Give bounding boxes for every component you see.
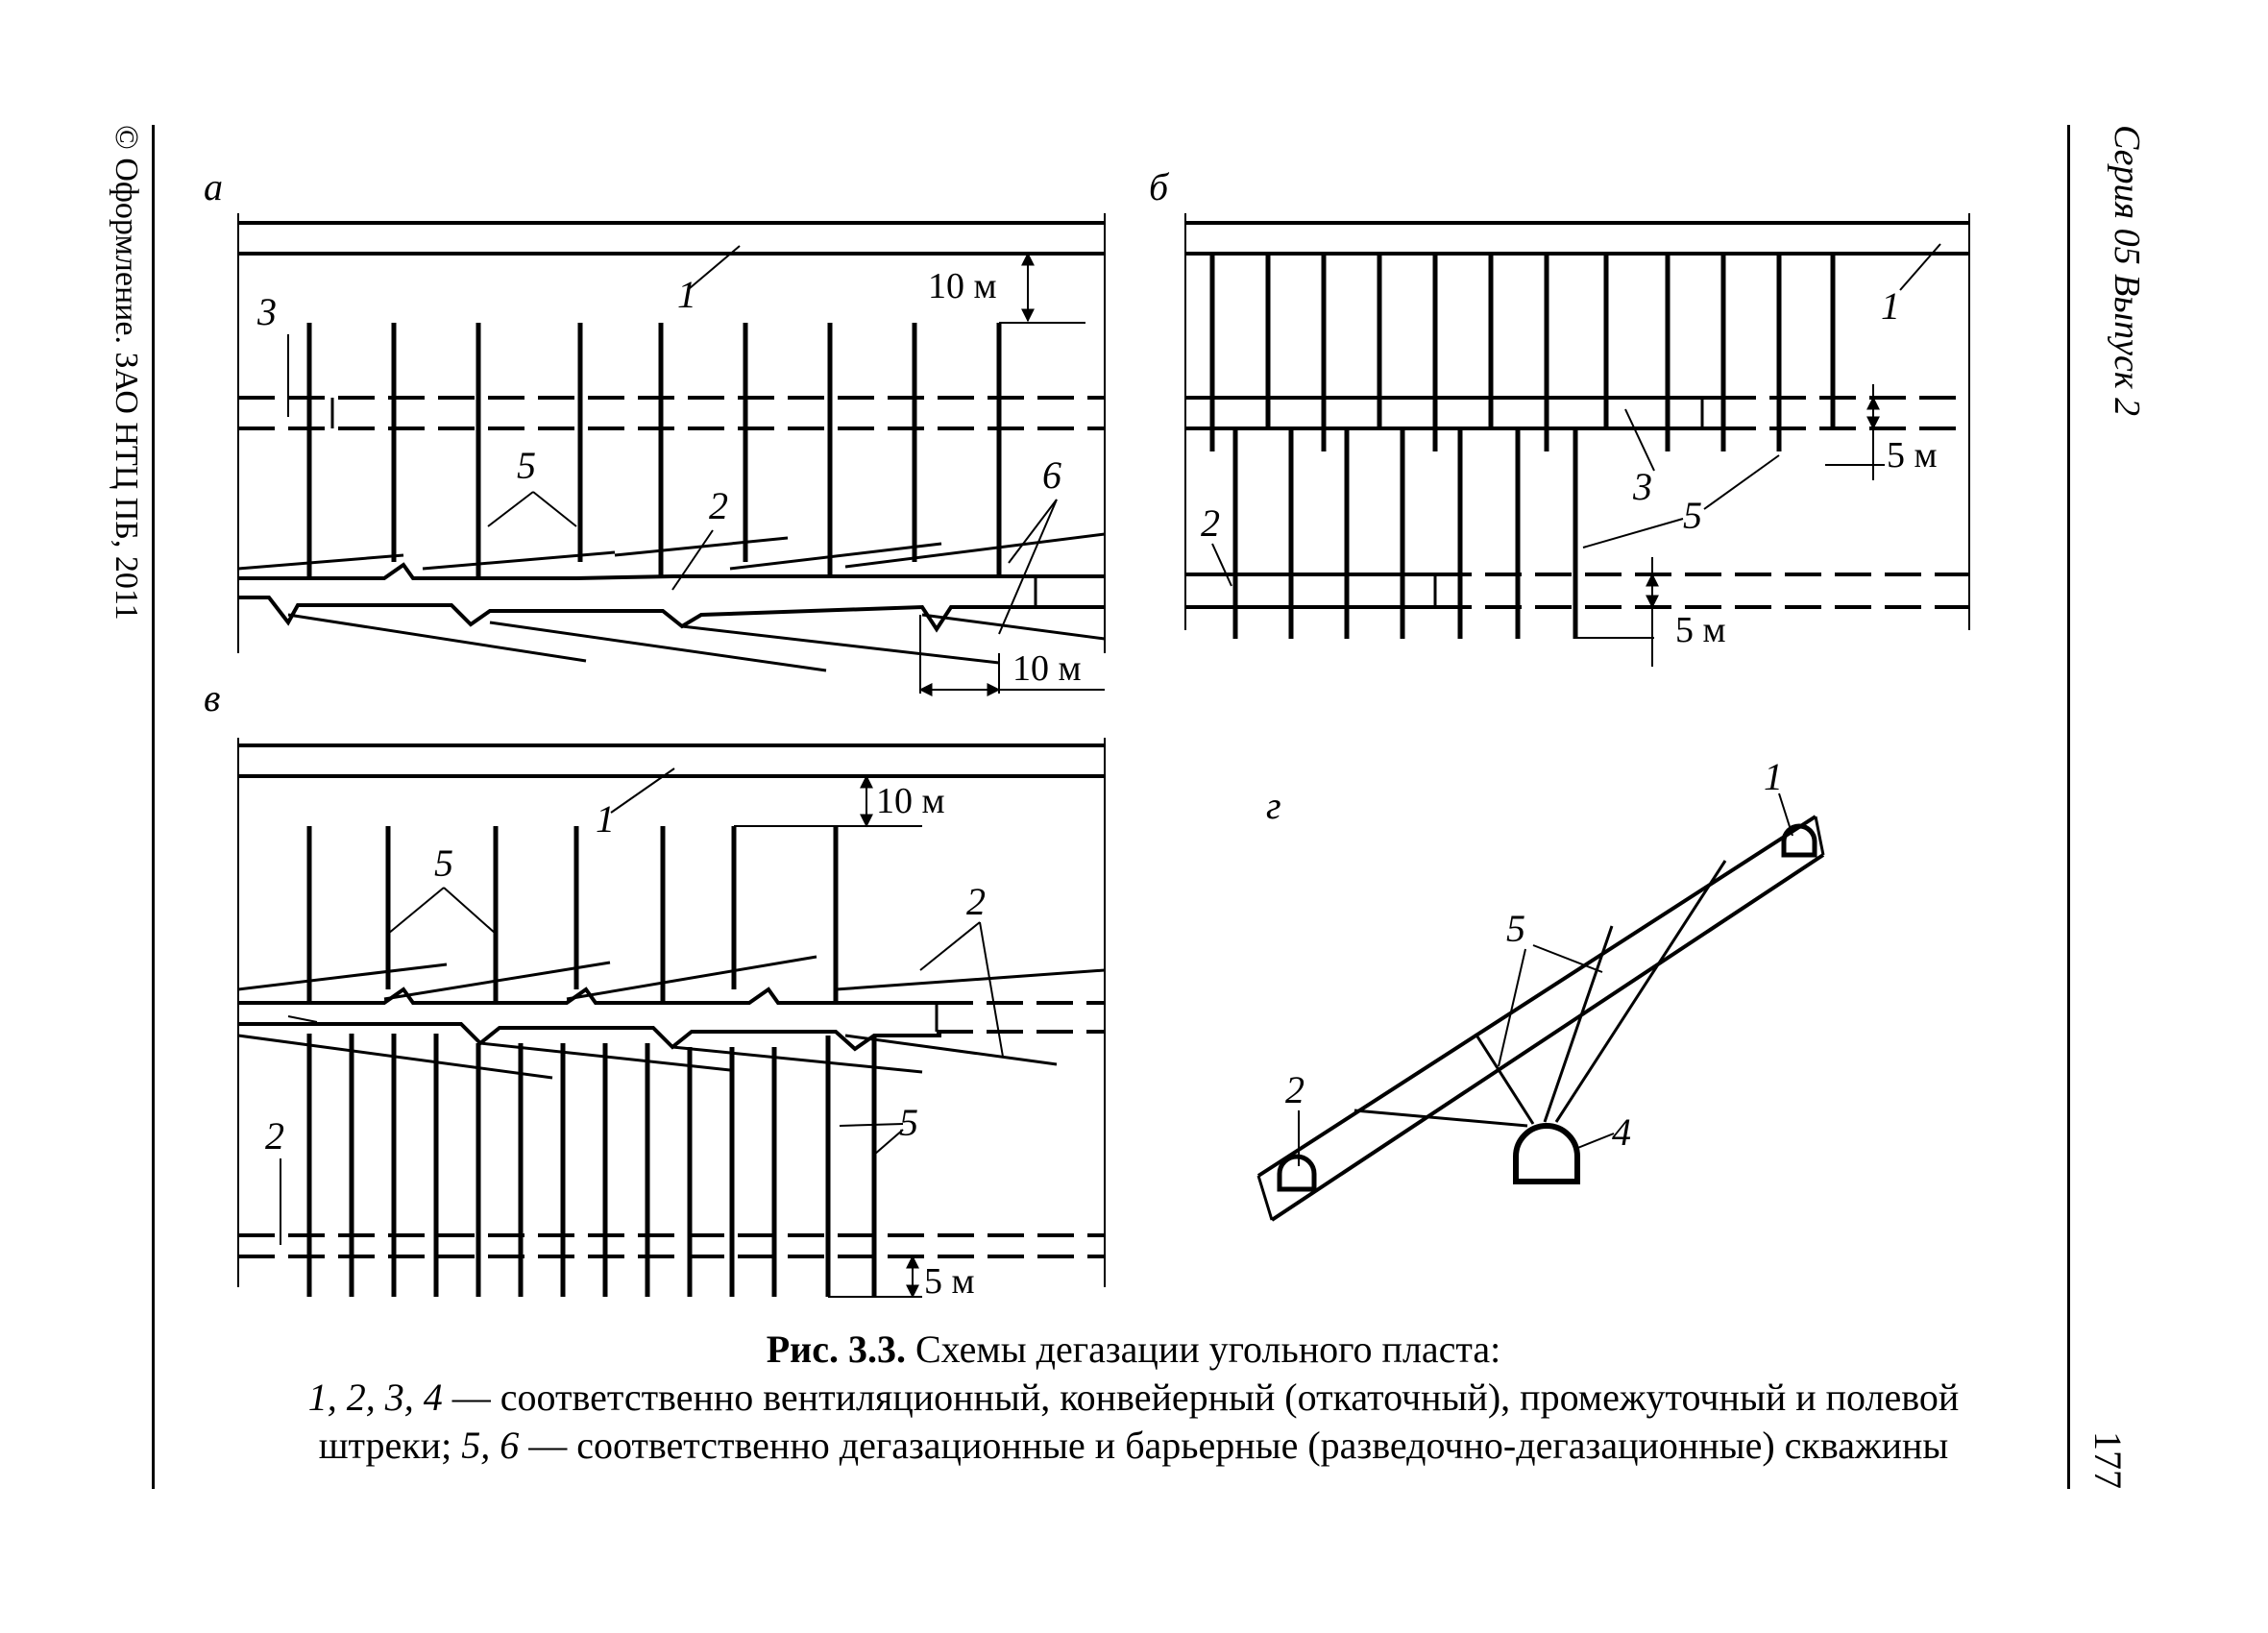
caption-items-2: 5, 6	[461, 1424, 520, 1467]
caption-text-2: — соответственно дегазационные и барьерные (разведочно-дегазационные) скважины	[519, 1424, 1949, 1467]
panel-g	[1258, 755, 1823, 1220]
panel-b-boreholes-upper	[1212, 254, 1833, 451]
caption-text-1: — соответственно вентиляционный, конвейерный (откаточный), промежуточный и полевой	[442, 1376, 1960, 1419]
panel-a-label-6: 6	[1042, 453, 1061, 497]
panel-a-dim-top: 10 м	[928, 266, 997, 306]
panel-a-label-1: 1	[677, 273, 696, 316]
panel-b-label-3: 3	[1633, 465, 1652, 508]
panel-b-label-2: 2	[1201, 501, 1220, 545]
panel-a-label-2: 2	[709, 484, 728, 527]
panel-b-label-5: 5	[1683, 494, 1702, 537]
panel-a-boreholes-5	[309, 323, 999, 576]
caption-text-2-start: штреки;	[318, 1424, 462, 1467]
page-number: 177	[2086, 1431, 2130, 1489]
caption-title-line	[183, 1326, 2085, 1374]
panel-v-label-2a: 2	[966, 880, 986, 923]
panel-a-letter: а	[204, 165, 223, 208]
caption-title: Схемы дегазации угольного пласта:	[905, 1328, 1501, 1371]
panel-a	[204, 165, 1105, 694]
caption-items-1: 1, 2, 3, 4	[307, 1376, 443, 1419]
panel-v-dim-bottom: 5 м	[924, 1261, 975, 1302]
panel-v-label-1: 1	[596, 797, 615, 841]
panel-g-label-1: 1	[1764, 755, 1783, 798]
panel-a-dim-bottom: 10 м	[1012, 648, 1082, 689]
panel-v-label-5b: 5	[899, 1101, 918, 1144]
panel-v-dim-top: 10 м	[876, 781, 945, 821]
panel-g-drift-1	[1784, 826, 1815, 855]
panel-g-field-drift-4	[1516, 1126, 1577, 1182]
series-title: Серия 05 Выпуск 2	[2107, 125, 2147, 417]
panel-g-label-5: 5	[1506, 907, 1525, 950]
caption-legend-line-2	[183, 1422, 2085, 1470]
panel-g-label-2: 2	[1285, 1068, 1305, 1111]
panel-g-drift-2	[1280, 1157, 1314, 1189]
caption-legend-line-1	[183, 1374, 2085, 1422]
panel-g-label-4: 4	[1612, 1110, 1631, 1154]
figure-label: Рис. 3.3.	[766, 1328, 906, 1371]
panel-v-label-2b: 2	[265, 1114, 284, 1158]
panel-a-label-3: 3	[257, 290, 277, 333]
panel-a-drift-2	[238, 565, 1105, 629]
panel-b-letter: б	[1149, 165, 1169, 208]
panel-b-dim-upper: 5 м	[1887, 435, 1938, 475]
panel-a-label-5: 5	[517, 444, 536, 487]
panel-v	[204, 676, 1105, 1302]
copyright-note: © Оформление. ЗАО НТЦ ПБ, 2011	[109, 125, 144, 621]
panel-b	[1149, 165, 1969, 667]
panel-g-seam	[1258, 816, 1816, 1176]
panel-b-label-1: 1	[1881, 284, 1900, 328]
panel-v-boreholes-upper	[309, 826, 836, 1003]
figure-caption	[183, 1326, 2085, 1470]
panel-v-label-5a: 5	[434, 841, 453, 885]
panel-b-dim-lower: 5 м	[1675, 610, 1726, 650]
panel-g-letter: г	[1266, 784, 1281, 827]
panel-v-letter: в	[204, 676, 221, 719]
